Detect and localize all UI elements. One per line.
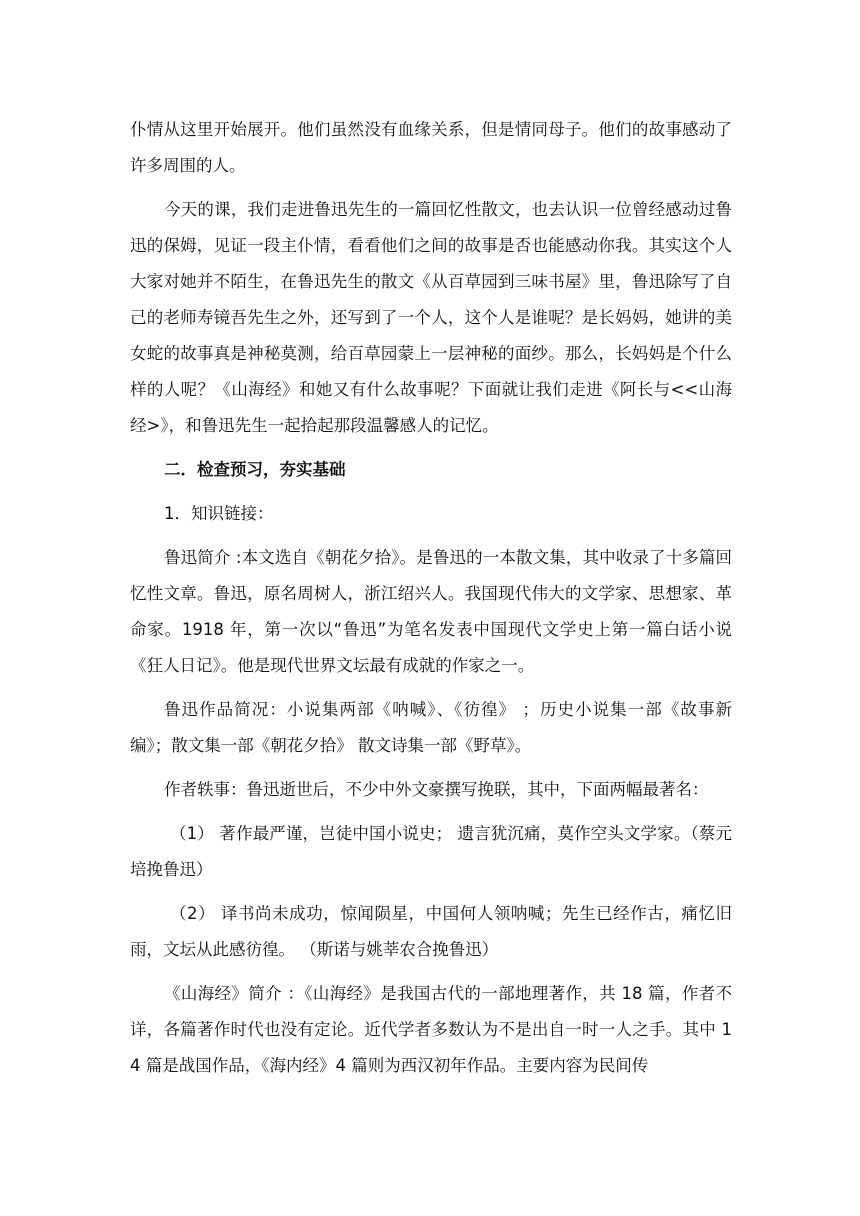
elegiac-couplet-2: （2） 译书尚未成功，惊闻陨星，中国何人领呐喊；先生已经作古，痛忆旧雨，文坛从此感彷徨。 （斯诺与姚莘农合挽鲁迅） bbox=[130, 904, 732, 959]
paragraph-shanhaijing-intro: 《山海经》简介 ：《山海经》是我国古代的一部地理著作，共 18 篇，作者不详，各篇著作时代也没有定论。近代学者多数认为不是出自一时一人之手。其中 14 篇是战国作品，《海内经》4 篇则为西汉初年作品。主要内容为民间传 bbox=[130, 984, 732, 1075]
paragraph-introduction: 今天的课，我们走进鲁迅先生的一篇回忆性散文，也去认识一位曾经感动过鲁迅的保姆，见证一段主仆情，看看他们之间的故事是否也能感动你我。其实这个人大家对她并不陌生，在鲁迅先生的散文《从百草园到三味书屋》里，鲁迅除写了自己的老师寿镜吾先生之外，还写到了一个人，这个人是谁呢？是长妈妈，她讲的美女蛇的故事真是神秘莫测，给百草园蒙上一层神秘的面纱。那么，长妈妈是个什么样的人呢？《山海经》和她又有什么故事呢？下面就让我们走进《阿长与<<山海经>》，和鲁迅先生一起拾起那段温馨感人的记忆。 bbox=[130, 200, 732, 435]
paragraph-continued: 仆情从这里开始展开。他们虽然没有血缘关系，但是情同母子。他们的故事感动了许多周围的人。 bbox=[130, 120, 732, 175]
subheading-knowledge-link: 1．知识链接： bbox=[164, 504, 274, 523]
document-body bbox=[130, 112, 732, 1092]
paragraph-lu-xun-works: 鲁迅作品简况：小说集两部《呐喊》、《彷徨》 ；历史小说集一部《故事新编》；散文集一部《朝花夕拾》 散文诗集一部《野草》。 bbox=[130, 700, 732, 755]
elegiac-couplet-1: （1） 著作最严谨，岂徒中国小说史； 遗言犹沉痛，莫作空头文学家。（蔡元培挽鲁迅） bbox=[130, 824, 732, 879]
paragraph-lu-xun-bio: 鲁迅简介 :本文选自《朝花夕拾》。是鲁迅的一本散文集，其中收录了十多篇回忆性文章。鲁迅，原名周树人，浙江绍兴人。我国现代伟大的文学家、思想家、革命家。1918 年，第一次以“鲁迅”为笔名发表中国现代文学史上第一篇白话小说《狂人日记》。他是现代世界文坛最有成就的作家之一。 bbox=[130, 548, 732, 675]
section-heading-preview: 二．检查预习，夯实基础 bbox=[164, 460, 346, 479]
paragraph-author-anecdote: 作者轶事：鲁迅逝世后，不少中外文豪撰写挽联，其中，下面两幅最著名： bbox=[164, 780, 709, 799]
